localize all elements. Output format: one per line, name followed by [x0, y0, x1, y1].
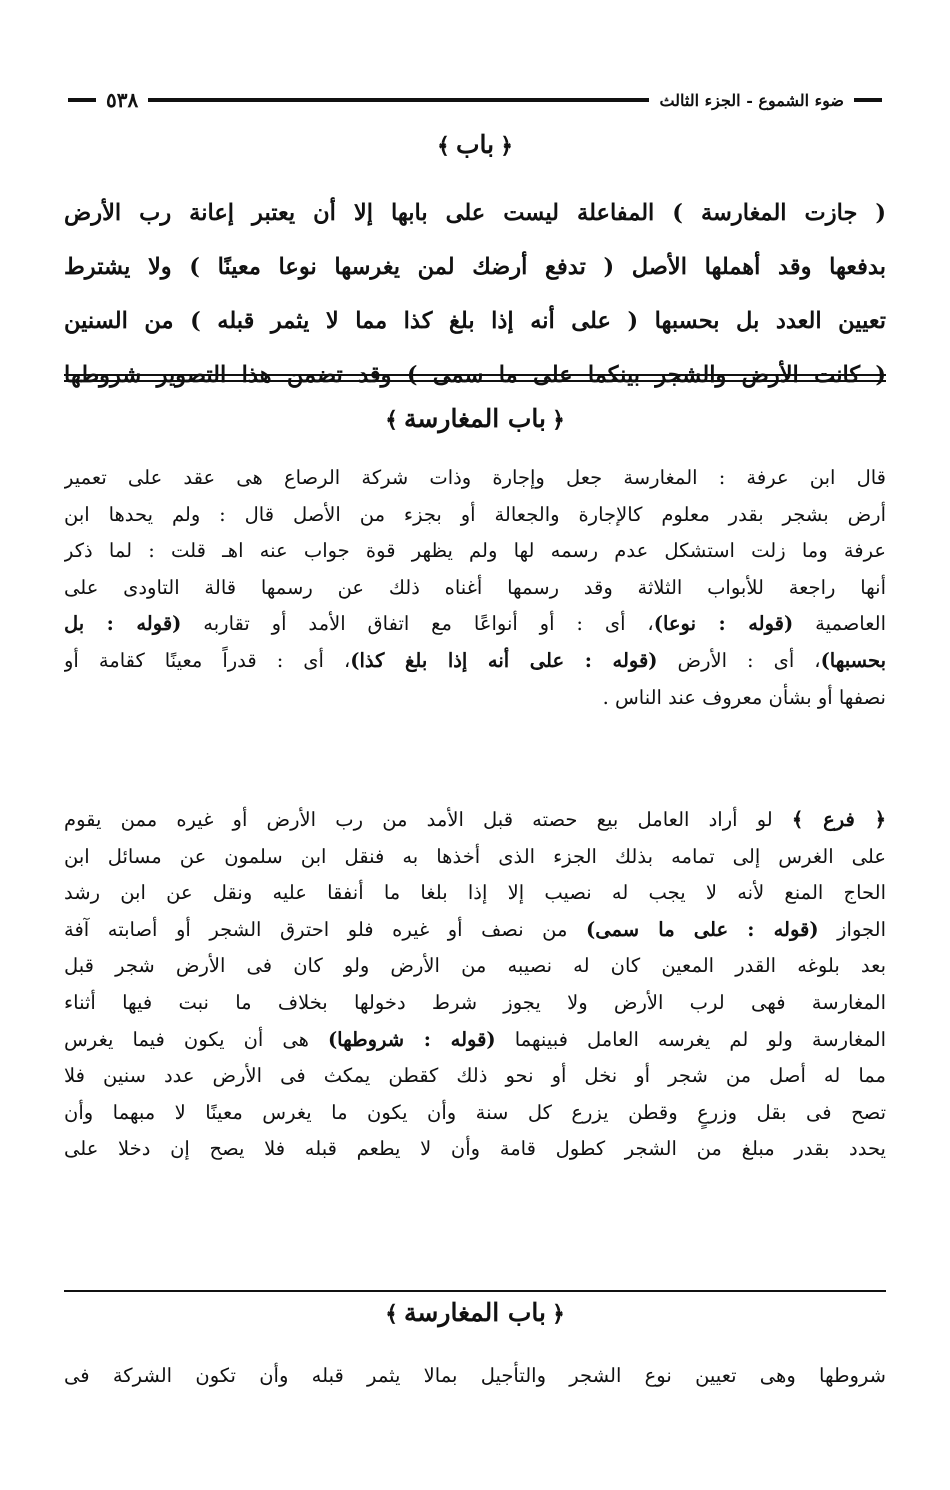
text-line: عرفة وما زلت استشكل عدم رسمه لها ولم يظهر قوة جواب عنه اهـ قلت : لما ذكر [64, 539, 886, 563]
matn-line: بدفعها وقد أهملها الأصل ( تدفع أرضك لمن يغرسها نوعا معينًا ) ولا يشترط [64, 254, 886, 280]
ornate-bracket-close: ﴾ [437, 133, 450, 159]
matn-heading-text: باب [455, 130, 495, 159]
plain-text: من نصف أو غيره فلو احترق الشجر أو أصابته آفة [64, 917, 568, 941]
commentary-paragraph-3 [64, 1358, 886, 1395]
ornate-bracket-open: ﴿ [551, 407, 565, 433]
text-line: أنها راجعة للأبواب الثلاثة وقد رسمها أغناه ذلك عن رسمها قالة التاودى على [64, 575, 886, 599]
matn-line: ( كانت الأرض والشجر بينكما على ما سمى ) وقد تضمن هذا التصوير شروطها [64, 362, 886, 388]
plain-text: لو أراد العامل بيع حصته قبل الأمد من رب الأرض أو غيره ممن يقوم [64, 808, 773, 831]
ornate-bracket-close: ﴾ [385, 1301, 399, 1327]
sharh-heading-text: باب المغارسة [404, 404, 546, 433]
text-line [64, 643, 886, 680]
quoted-term: (قوله : على أنه إذا بلغ كذا) [350, 648, 658, 672]
text-line: الحاج المنع لأنه لا يجب له نصيب إلا إذا بلغا ما أنفقا عليه ونقل عن ابن رشد [64, 881, 886, 905]
text-line [64, 912, 886, 949]
text-line: أرض بشجر بقدر معلوم كالإجارة والجعالة أو بجزء من الأصل قال : ولم يحدها ابن [64, 502, 886, 526]
quoted-term: (قوله : على ما سمى) [586, 917, 819, 941]
plain-text: ، أى : قدراً معينًا كقامة أو [64, 648, 351, 672]
text-line [64, 1022, 886, 1059]
text-line: على الغرس إلى تمامه بذلك الجزء الذى أخذها به فنقل ابن سلمون عن مسائل ابن [64, 844, 886, 868]
text-line [64, 606, 886, 643]
ornate-bracket-close: ﴾ [385, 407, 399, 433]
matn-line: تعيين العدد بل بحسبها ( على أنه إذا بلغ كذا مما لا يثمر قبله ) من السنين [64, 308, 886, 334]
plain-text: ، أى : أو أنواعًا مع اتفاق الأمد أو تقاربه [203, 612, 654, 636]
book-title: ضوء الشموع - الجزء الثالث [659, 90, 844, 110]
text-line: شروطها وهى تعيين نوع الشجر والتأجيل بمالا يثمر قبله وأن تكون الشركة فى [64, 1364, 886, 1387]
matn-text-block [64, 186, 886, 402]
commentary-paragraph-1 [64, 460, 886, 716]
far-label: ﴿ فرع ﴾ [791, 808, 886, 831]
quoted-term: (قوله : نوعا) [653, 612, 794, 636]
ornate-bracket-open: ﴿ [500, 133, 513, 159]
sharh-heading-text: باب المغارسة [404, 1298, 546, 1327]
quoted-term: (قوله : شروطها) [327, 1027, 496, 1051]
text-line: بعد بلوغه القدر المعين كان له نصيبه من الأرض ولو كان فى الأرض شجر قبل [64, 954, 886, 978]
quoted-term: (قوله : بل [64, 612, 182, 636]
page-number: ٥٣٨ [106, 88, 139, 112]
text-line: قال ابن عرفة : المغارسة جعل وإجارة وذات شركة الرصاع هى عقد على تعمير [64, 466, 886, 489]
text-line: نصفها أو بشأن معروف عند الناس . [602, 685, 886, 709]
plain-text: المغارسة ولو لم يغرسه العامل فبينهما [514, 1027, 886, 1051]
plain-text: ، أى : الأرض [677, 648, 821, 672]
text-line: يحدد بقدر مبلغ من الشجر كطول قامة وأن لا يطعم قبله فلا يصح إن دخلا على [64, 1137, 886, 1161]
header-rule-end [68, 98, 96, 102]
matn-chapter-heading [0, 130, 950, 159]
sharh-chapter-heading-2 [0, 1298, 950, 1327]
text-line: المغارسة فهى لرب الأرض ولا يجوز شرط دخولها بخلاف ما نبت فيها أثناء [64, 990, 886, 1014]
header-rule [148, 98, 649, 102]
double-divider [64, 374, 886, 382]
ornate-bracket-open: ﴿ [551, 1301, 565, 1327]
section-divider [64, 1290, 886, 1292]
plain-text: العاصمية [815, 612, 886, 636]
plain-text: هى أن يكون فيما يغرس [64, 1027, 309, 1051]
commentary-paragraph-2 [64, 802, 886, 1168]
quoted-term: بحسبها) [820, 648, 886, 672]
header-rule-start [854, 98, 882, 102]
running-header [68, 86, 882, 114]
matn-line: ( جازت المغارسة ) المفاعلة ليست على بابها إلا أن يعتبر إعانة رب الأرض [64, 200, 886, 226]
text-line: مما له أصل من شجر أو نخل أو نحو ذلك كقطن يمكث فى الأرض عدد سنين فلا [64, 1064, 886, 1088]
text-line: تصح فى بقل وزرعٍ وقطن يزرع كل سنة وأن يكون ما يغرس معينًا لا مبهما وأن [64, 1100, 886, 1124]
text-line [64, 802, 886, 839]
sharh-chapter-heading [0, 404, 950, 433]
plain-text: الجواز [837, 917, 886, 941]
